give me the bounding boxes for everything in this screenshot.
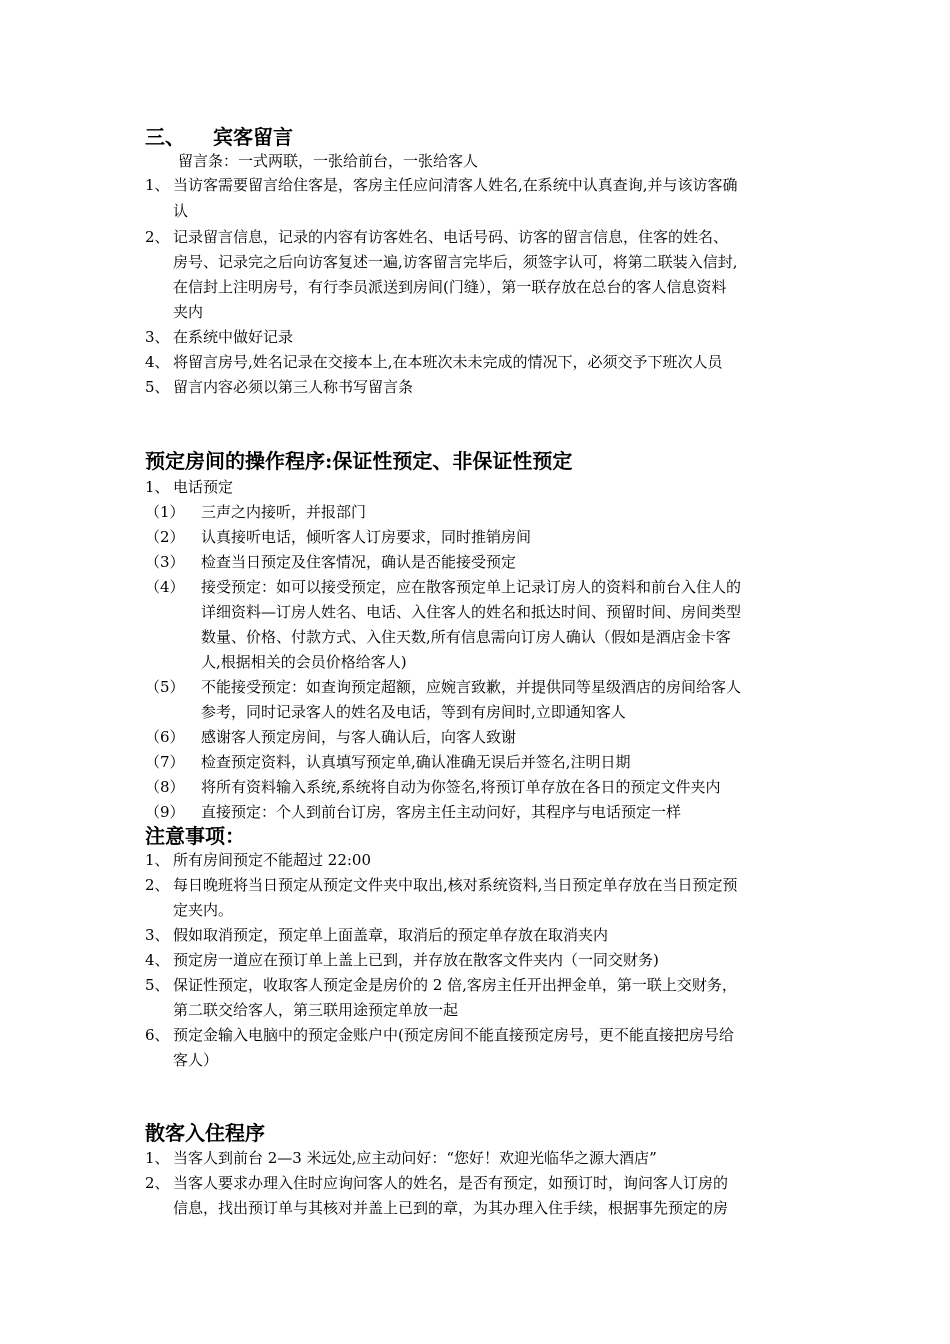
intro-line: 留言条：一式两联，一张给前台，一张给客人 xyxy=(178,152,479,170)
section-title: 宾客留言 xyxy=(213,125,293,149)
list-item-line: 夹内 xyxy=(173,303,204,321)
step-line: 检查预定资料，认真填写预定单,确认准确无误后并签名,注明日期 xyxy=(201,753,631,771)
list-item-line: 所有房间预定不能超过 22:00 xyxy=(173,851,371,869)
step-line: 将所有资料输入系统,系统将自动为你签名,将预订单存放在各日的预定文件夹内 xyxy=(201,778,721,796)
step-marker: （9） xyxy=(145,803,185,821)
list-item-line: 当访客需要留言给住客是，客房主任应问清客人姓名,在系统中认真查询,并与该访客确 xyxy=(173,176,738,194)
list-item-line: 保证性预定，收取客人预定金是房价的 2 倍,客房主任开出押金单，第一联上交财务， xyxy=(173,976,737,994)
list-marker: 5、 xyxy=(145,976,170,994)
step-line: 认真接听电话，倾听客人订房要求，同时推销房间 xyxy=(201,528,532,546)
list-item-line: 在信封上注明房号，有行李员派送到房间(门缝），第一联存放在总台的客人信息资料 xyxy=(173,278,727,296)
list-item-line: 每日晚班将当日预定从预定文件夹中取出,核对系统资料,当日预定单存放在当日预定预 xyxy=(173,876,738,894)
step-marker: （4） xyxy=(145,578,185,596)
list-item-line: 当客人要求办理入住时应询问客人的姓名，是否有预定，如预订时，询问客人订房的 xyxy=(173,1174,729,1192)
list-marker: 1、 xyxy=(145,851,170,869)
list-item-line: 第二联交给客人，第三联用途预定单放一起 xyxy=(173,1001,459,1019)
section-heading-walk-in-checkin: 散客入住程序 xyxy=(145,1121,265,1145)
list-item-line: 定夹内。 xyxy=(173,901,234,919)
list-marker: 3、 xyxy=(145,328,170,346)
list-marker: 2、 xyxy=(145,1174,170,1192)
step-line: 三声之内接听，并报部门 xyxy=(201,503,367,521)
list-marker: 1、 xyxy=(145,176,170,194)
section-heading-notes: 注意事项： xyxy=(145,824,245,848)
step-line: 检查当日预定及住客情况，确认是否能接受预定 xyxy=(201,553,517,571)
list-marker: 3、 xyxy=(145,926,170,944)
step-marker: （2） xyxy=(145,528,185,546)
list-item-line: 预定房一道应在预订单上盖上已到，并存放在散客文件夹内（一同交财务) xyxy=(173,951,659,969)
list-item-line: 在系统中做好记录 xyxy=(173,328,294,346)
section-number: 三、 xyxy=(145,125,185,149)
section-heading-reservation: 预定房间的操作程序:保证性预定、非保证性预定 xyxy=(145,449,573,473)
step-line: 不能接受预定：如查询预定超额，应婉言致歉，并提供同等星级酒店的房间给客人 xyxy=(201,678,742,696)
list-marker: 4、 xyxy=(145,353,170,371)
step-line: 接受预定：如可以接受预定，应在散客预定单上记录订房人的资料和前台入住人的 xyxy=(201,578,742,596)
step-line: 数量、价格、付款方式、入住天数,所有信息需向订房人确认（假如是酒店金卡客 xyxy=(201,628,731,646)
step-line: 感谢客人预定房间，与客人确认后，向客人致谢 xyxy=(201,728,517,746)
list-marker: 4、 xyxy=(145,951,170,969)
list-marker: 1、 xyxy=(145,1149,170,1167)
list-item-line: 预定金输入电脑中的预定金账户中(预定房间不能直接预定房号，更不能直接把房号给 xyxy=(173,1026,734,1044)
list-item-line: 记录留言信息，记录的内容有访客姓名、电话号码、访客的留言信息，住客的姓名、 xyxy=(173,228,729,246)
list-item-line: 留言内容必须以第三人称书写留言条 xyxy=(173,378,414,396)
subsection-title: 电话预定 xyxy=(173,478,234,496)
list-marker: 6、 xyxy=(145,1026,170,1044)
list-item-line: 认 xyxy=(173,202,189,220)
step-marker: （6） xyxy=(145,728,185,746)
list-item-line: 将留言房号,姓名记录在交接本上,在本班次未未完成的情况下，必须交予下班次人员 xyxy=(173,353,723,371)
list-item-line: 假如取消预定，预定单上面盖章，取消后的预定单存放在取消夹内 xyxy=(173,926,609,944)
list-marker: 5、 xyxy=(145,378,170,396)
list-item-line: 客人） xyxy=(173,1051,219,1069)
list-item-line: 信息，找出预订单与其核对并盖上已到的章，为其办理入住手续，根据事先预定的房 xyxy=(173,1199,729,1217)
step-marker: （8） xyxy=(145,778,185,796)
step-line: 详细资料—订房人姓名、电话、入住客人的姓名和抵达时间、预留时间、房间类型 xyxy=(201,603,742,621)
step-line: 直接预定：个人到前台订房，客房主任主动问好，其程序与电话预定一样 xyxy=(201,803,682,821)
step-line: 参考，同时记录客人的姓名及电话，等到有房间时,立即通知客人 xyxy=(201,703,626,721)
step-marker: （5） xyxy=(145,678,185,696)
list-marker: 2、 xyxy=(145,228,170,246)
section-heading-guest-message xyxy=(145,125,293,149)
list-marker: 1、 xyxy=(145,478,170,496)
step-marker: （7） xyxy=(145,753,185,771)
step-line: 人,根据相关的会员价格给客人) xyxy=(201,653,407,671)
list-item-line: 当客人到前台 2—3 米远处,应主动问好：“您好！欢迎光临华之源大酒店” xyxy=(173,1149,657,1167)
list-item-line: 房号、记录完之后向访客复述一遍,访客留言完毕后，须签字认可，将第二联装入信封, xyxy=(173,253,738,271)
step-marker: （3） xyxy=(145,553,185,571)
step-marker: （1） xyxy=(145,503,185,521)
list-marker: 2、 xyxy=(145,876,170,894)
